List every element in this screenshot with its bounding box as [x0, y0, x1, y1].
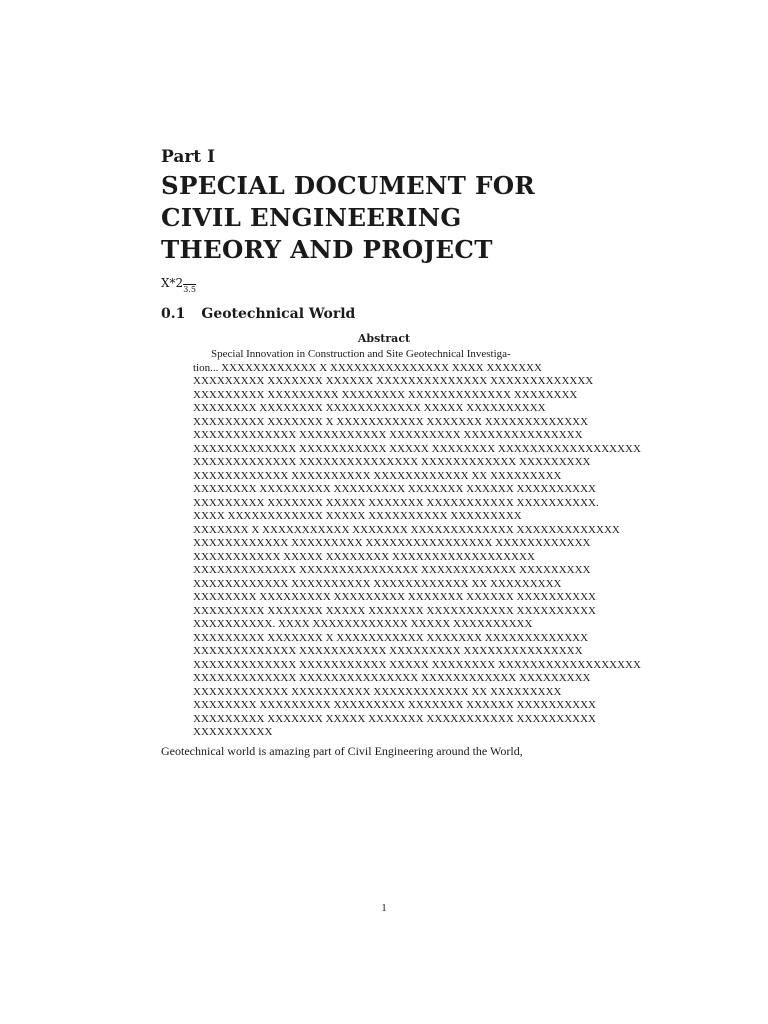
abstract-line: XXXXXXXXXXX XXXXX XXXXXXXX XXXXXXXXXXXXXXXXXX: [193, 550, 535, 563]
formula: [161, 276, 196, 294]
abstract-line: XXXX XXXXXXXXXXXX XXXXX XXXXXXXXXX XXXXXXXXX: [193, 510, 522, 522]
abstract-line: XXXXXXXXXXXXX XXXXXXXXXXX XXXXX XXXXXXXX XXXXXXXXXXXXXXXXXX: [193, 442, 641, 455]
abstract-line: Special Innovation in Construction and Site Geotechnical Investiga-: [211, 348, 511, 360]
abstract-line: XXXXXXXXX XXXXXXX XXXXX XXXXXXX XXXXXXXXXXX XXXXXXXXXX: [193, 712, 596, 725]
page-number: 1: [381, 902, 387, 914]
title-line: SPECIAL DOCUMENT FOR: [161, 171, 536, 200]
section-heading: [161, 306, 355, 322]
abstract-line: XXXXXXXXX XXXXXXX XXXXX XXXXXXX XXXXXXXXXXX XXXXXXXXXX.: [193, 496, 599, 509]
body-paragraph: Geotechnical world is amazing part of Civil Engineering around the World,: [161, 744, 523, 758]
abstract-line: XXXXXXXXXXXX XXXXXXXXXX XXXXXXXXXXXX XX XXXXXXXXX: [193, 685, 562, 698]
abstract-line: XXXXXXXXXX: [193, 726, 273, 738]
formula-subscript: 3.5: [183, 285, 196, 294]
abstract-body: [193, 348, 713, 740]
document-title: [161, 170, 721, 266]
part-label: Part I: [161, 147, 216, 167]
section-title: Geotechnical World: [201, 306, 356, 322]
abstract-line: tion... XXXXXXXXXXXX X XXXXXXXXXXXXXXX XXXX XXXXXXX: [193, 361, 542, 374]
abstract-line: XXXXXXXX XXXXXXXXX XXXXXXXXX XXXXXXX XXXXXX XXXXXXXXXX: [193, 483, 596, 495]
abstract-line: XXXXXXXXXX. XXXX XXXXXXXXXXXX XXXXX XXXXXXXXXX: [193, 618, 533, 630]
abstract-line: XXXXXXXXXXXX XXXXXXXXXX XXXXXXXXXXXX XX XXXXXXXXX: [193, 577, 562, 590]
title-line: CIVIL ENGINEERING: [161, 203, 462, 232]
section-number: 0.1: [161, 306, 186, 322]
abstract-line: XXXXXXXXX XXXXXXX XXXXX XXXXXXX XXXXXXXXXXX XXXXXXXXXX: [193, 604, 596, 617]
abstract-line: XXXXXXXXXXXXX XXXXXXXXXXXXXXX XXXXXXXXXXXX XXXXXXXXX: [193, 672, 591, 684]
abstract-line: XXXXXXXXXXXXX XXXXXXXXXXXXXXX XXXXXXXXXXXX XXXXXXXXX: [193, 456, 591, 468]
abstract-line: XXXXXXXXX XXXXXXXXX XXXXXXXX XXXXXXXXXXXXX XXXXXXXX: [193, 388, 578, 401]
abstract-line: XXXXXXXXXXXXX XXXXXXXXXXX XXXXXXXXX XXXXXXXXXXXXXXX: [193, 645, 583, 657]
abstract-line: XXXXXXXXX XXXXXXX XXXXXX XXXXXXXXXXXXXX XXXXXXXXXXXXX: [193, 375, 594, 387]
abstract-line: XXXXXXXXX XXXXXXX X XXXXXXXXXXX XXXXXXX XXXXXXXXXXXXX: [193, 631, 589, 644]
abstract-heading: Abstract: [357, 332, 411, 345]
abstract-line: XXXXXXXX XXXXXXXX XXXXXXXXXXXX XXXXX XXXXXXXXXX: [193, 402, 546, 414]
abstract-line: XXXXXXXXXXXXX XXXXXXXXXXX XXXXXXXXX XXXXXXXXXXXXXXX: [193, 429, 583, 441]
abstract-line: XXXXXXX X XXXXXXXXXXX XXXXXXX XXXXXXXXXXXXX XXXXXXXXXXXXX: [193, 523, 620, 536]
abstract-line: XXXXXXXX XXXXXXXXX XXXXXXXXX XXXXXXX XXXXXX XXXXXXXXXX: [193, 591, 596, 603]
formula-base: X*2: [161, 276, 184, 290]
abstract-line: XXXXXXXXXXXXX XXXXXXXXXXX XXXXX XXXXXXXX XXXXXXXXXXXXXXXXXX: [193, 658, 641, 671]
abstract-line: XXXXXXXXXXXX XXXXXXXXX XXXXXXXXXXXXXXXX XXXXXXXXXXXX: [193, 537, 591, 549]
abstract-line: XXXXXXXXXXXXX XXXXXXXXXXXXXXX XXXXXXXXXXXX XXXXXXXXX: [193, 564, 591, 576]
abstract-line: XXXXXXXX XXXXXXXXX XXXXXXXXX XXXXXXX XXXXXX XXXXXXXXXX: [193, 699, 596, 711]
title-line: THEORY AND PROJECT: [161, 235, 493, 264]
abstract-line: XXXXXXXXXXXX XXXXXXXXXX XXXXXXXXXXXX XX XXXXXXXXX: [193, 469, 562, 482]
abstract-line: XXXXXXXXX XXXXXXX X XXXXXXXXXXX XXXXXXX XXXXXXXXXXXXX: [193, 415, 589, 428]
